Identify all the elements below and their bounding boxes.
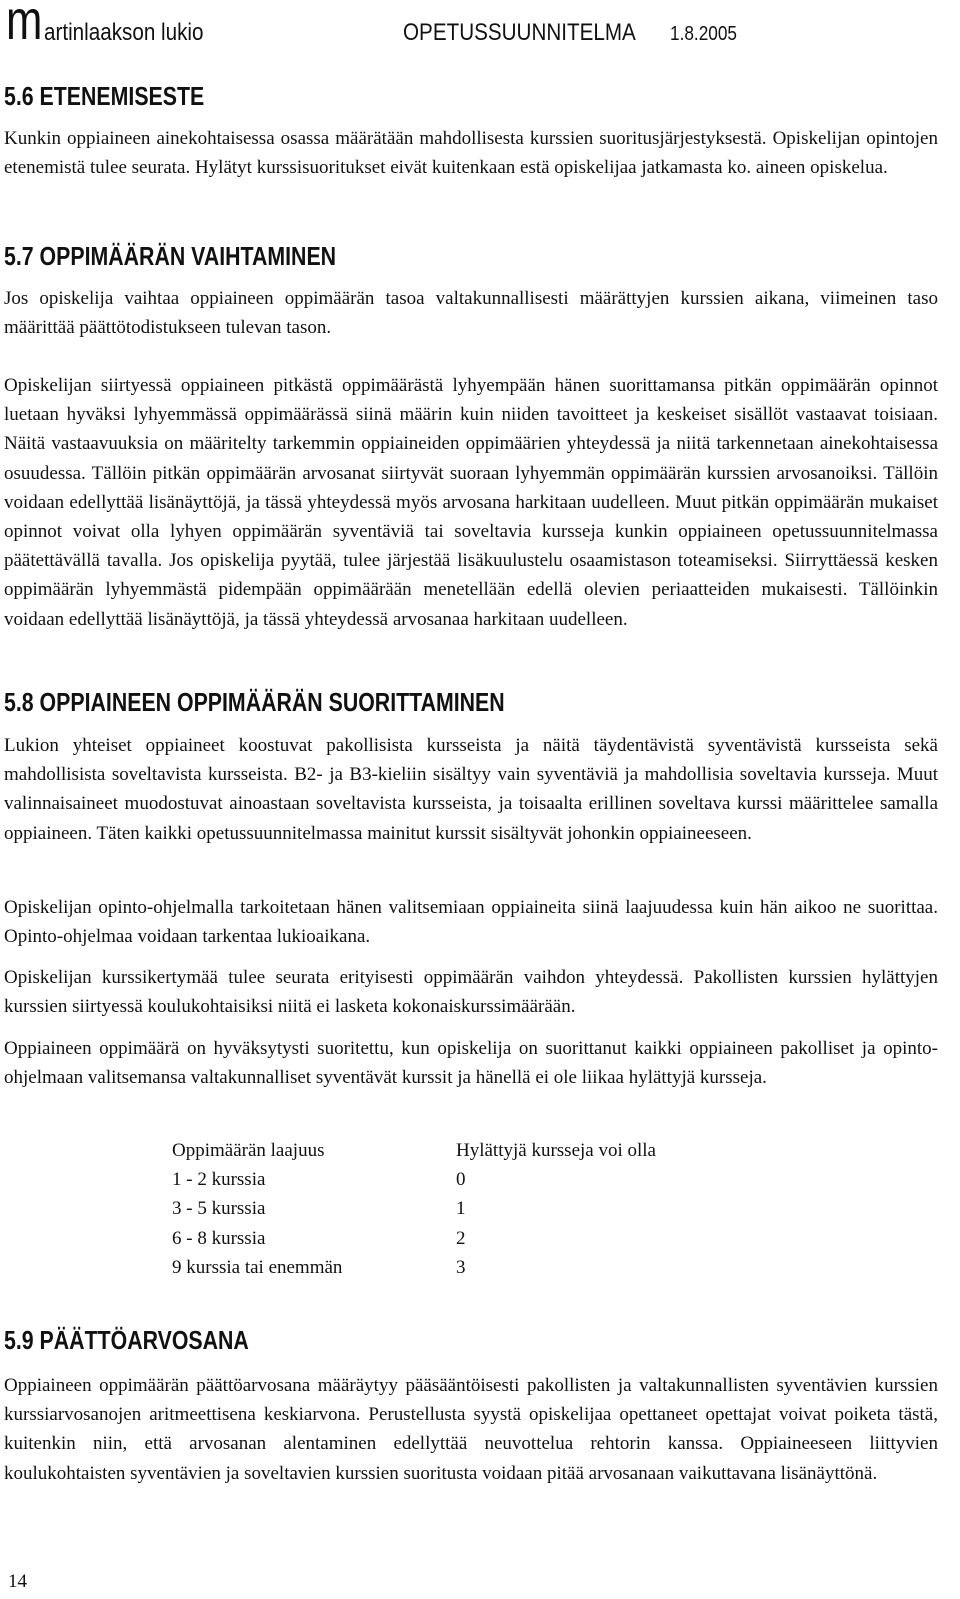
heading-5-7: 5.7 OPPIMÄÄRÄN VAIHTAMINEN bbox=[4, 241, 337, 271]
paragraph-5-8-1: Lukion yhteiset oppiaineet koostuvat pakollisista kursseista ja näitä täydentävistä syventävistä kursseista sekä mahdollisista soveltavista kursseista. B2- ja B3-kieliin sisältyy vain syventäviä ja mahdollisia soveltavia kursseja. Muut valinnaisaineet muodostuvat ainoastaan soveltavista kursseista, ja toisaalta erillinen soveltava kurssi määrittelee samalla oppiaineen. Täten kaikki opetussuunnitelmassa mainitut kurssit sisältyvät johonkin oppiaineeseen. bbox=[4, 735, 938, 844]
table-cell-failed: 2 bbox=[456, 1227, 466, 1249]
heading-5-6: 5.6 ETENEMISESTE bbox=[4, 81, 205, 111]
table-row bbox=[172, 1165, 732, 1194]
paragraph-5-6: Kunkin oppiaineen ainekohtaisessa osassa määrätään mahdollisesta kurssien suoritusjärjestyksestä. Opiskelijan opintojen etenemistä tulee seurata. Hylätyt kurssisuoritukset eivät kuitenkaan estä opiskelijaa jatkamasta ko. aineen opiskelua. bbox=[4, 128, 938, 179]
table-row bbox=[172, 1194, 732, 1223]
paragraph-5-8-2: Opiskelijan opinto-ohjelmalla tarkoitetaan hänen valitsemiaan oppiaineita siinä laajuudessa kuin hän aikoo ne suorittaa. Opinto-ohjelmaa voidaan tarkentaa lukioaikana. bbox=[4, 897, 938, 948]
page-number: 14 bbox=[8, 1571, 27, 1592]
heading-5-8: 5.8 OPPIAINEEN OPPIMÄÄRÄN SUORITTAMINEN bbox=[4, 687, 505, 717]
document-title: OPETUSSUUNNITELMA bbox=[403, 19, 636, 46]
table-cell-scope: 3 - 5 kurssia bbox=[172, 1198, 266, 1220]
paragraph-5-7-1: Jos opiskelija vaihtaa oppiaineen oppimäärän tasoa valtakunnallisesti määrättyjen kurssien aikana, viimeinen taso määrittää päättötodistukseen tulevan tason. bbox=[4, 288, 938, 339]
table-row bbox=[172, 1253, 732, 1282]
table-row bbox=[172, 1224, 732, 1253]
heading-5-9: 5.9 PÄÄTTÖARVOSANA bbox=[4, 1325, 249, 1355]
table-cell-failed: 0 bbox=[456, 1169, 466, 1191]
paragraph-5-8-3: Opiskelijan kurssikertymää tulee seurata erityisesti oppimäärän vaihdon yhteydessä. Pakollisten kurssien hylättyjen kurssien siirtyessä koulukohtaisiksi niitä ei lasketa kokonaiskurssimäärään. bbox=[4, 967, 938, 1018]
paragraph-5-7-2: Opiskelijan siirtyessä oppiaineen pitkästä oppimäärästä lyhyempään hänen suorittamansa pitkän oppimäärän opinnot luetaan hyväksi lyhyemmässä oppimäärässä siinä määrin kuin niiden tavoitteet ja keskeiset sisällöt vastaavat toisiaan. Näitä vastaavuuksia on määritelty tarkemmin oppiaineiden oppimäärien yhteydessä ja niitä tarkennetaan ainekohtaisessa osuudessa. Tällöin pitkän oppimäärän arvosanat siirtyvät suoraan lyhyemmän oppimäärän kurssien arvosanoiksi. Tällöin voidaan edellyttää lisänäyttöjä, ja tässä yhteydessä myös arvosana harkitaan uudelleen. Muut pitkän oppimäärän mukaiset opinnot voivat olla lyhyen oppimäärän syventäviä tai soveltavia kursseja kunkin oppiaineen opetussuunnitelmassa päätettävällä tavalla. Jos opiskelija pyytää, tulee järjestää lisäkuulustelu osaamistason toteamiseksi. Siirryttäessä kesken oppimäärän lyhyemmästä pidempään oppimäärään menetellään edellä olevien periaatteiden mukaisesti. Tällöinkin voidaan edellyttää lisänäyttöjä, ja tässä yhteydessä arvosanaa harkitaan uudelleen. bbox=[4, 375, 938, 630]
table-header-failed: Hylättyjä kursseja voi olla bbox=[456, 1140, 656, 1161]
table-cell-failed: 1 bbox=[456, 1198, 466, 1220]
school-logo-initial: m bbox=[6, 0, 43, 51]
table-cell-scope: 9 kurssia tai enemmän bbox=[172, 1256, 343, 1278]
school-name: artinlaakson lukio bbox=[44, 19, 204, 46]
table-cell-failed: 3 bbox=[456, 1256, 466, 1278]
table-header-row bbox=[172, 1136, 732, 1165]
paragraph-5-8-4: Oppiaineen oppimäärä on hyväksytysti suoritettu, kun opiskelija on suorittanut kaikki oppiaineen pakolliset ja opinto-ohjelmaan valitsemansa valtakunnalliset syventävät kurssit ja hänellä ei ole liikaa hylättyjä kursseja. bbox=[4, 1038, 938, 1089]
document-date: 1.8.2005 bbox=[670, 23, 737, 45]
page-header bbox=[6, 2, 956, 50]
table-cell-scope: 6 - 8 kurssia bbox=[172, 1227, 266, 1249]
paragraph-5-9: Oppiaineen oppimäärän päättöarvosana määräytyy pääsääntöisesti pakollisten ja valtakunnallisten syventävien kurssien kurssiarvosanojen aritmeettisena keskiarvona. Perustellusta syystä opiskelijaa opettaneet opettajat voivat poiketa tästä, kuitenkin niin, että arvosanan alentaminen edellyttää neuvottelua rehtorin kanssa. Oppiaineeseen liittyvien koulukohtaisten syventävien ja soveltavien kurssien suoritusta voidaan pitää arvosanaan vaikuttavana lisänäyttönä. bbox=[4, 1375, 938, 1484]
failed-courses-table bbox=[172, 1136, 732, 1282]
table-cell-scope: 1 - 2 kurssia bbox=[172, 1169, 266, 1191]
table-header-scope: Oppimäärän laajuus bbox=[172, 1140, 325, 1161]
